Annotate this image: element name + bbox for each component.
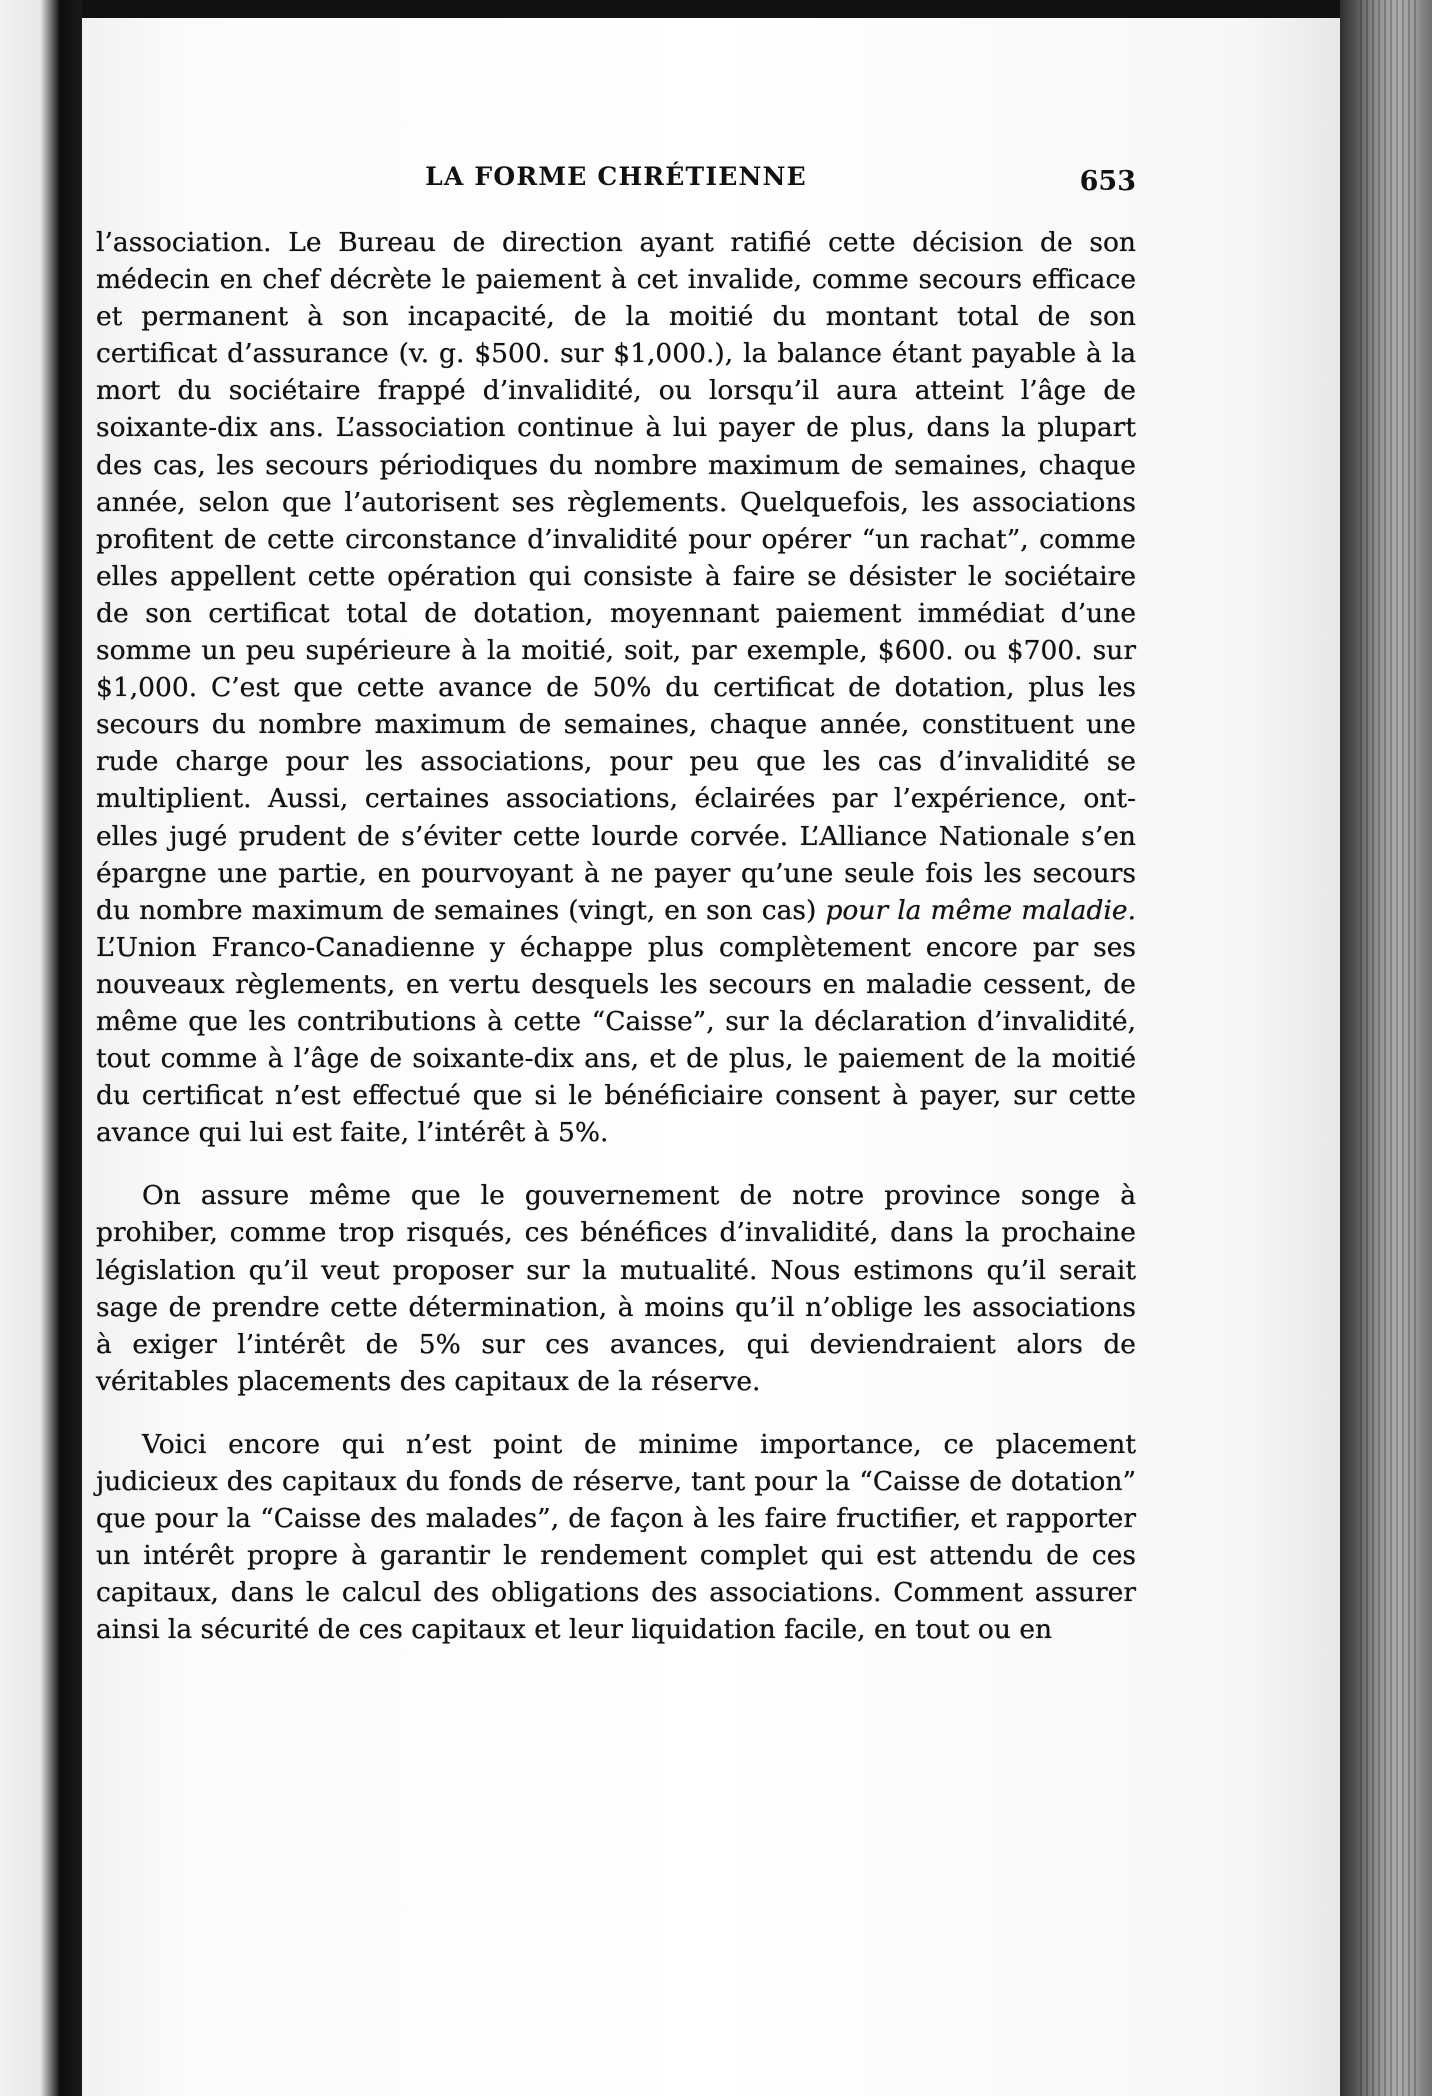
right-page-stack-edge (1340, 0, 1432, 2096)
paragraph-1-italic: pour la même maladie. (825, 894, 1137, 926)
paragraph-3: Voici encore qui n’est point de minime importance, ce placement judicieux des capitaux du fonds de réserve, tant pour la “Caisse de dotation” que pour la “Caisse des malades”, de façon à les faire fructifier, et rapporter un intérêt propre à garantir le rendement complet qui est attendu de ces capitaux, dans le calcul des obligations des associations. Comment assurer ainsi la sécurité de ces capitaux et leur liquidation facile, en tout ou en (96, 1428, 1136, 1646)
paragraph-1-text-a: l’association. Le Bureau de direction ayant ratifié cette décision de son médecin en chef décrète le paiement à cet invalide, comme secours efficace et permanent à son incapacité, de la moitié du montant total de son certificat d’assurance (v. g. $500. sur $1,000.), la balance étant payable à la mort du sociétaire frappé d’invalidité, ou lorsqu’il aura atteint l’âge de soixante-dix ans. L’association continue à lui payer de plus, dans la plupart des cas, les secours périodiques du nombre maximum de semaines, chaque année, selon que l’autorisent ses règlements. Quelquefois, les associations profitent de cette circonstance d’invalidité pour opérer “un rachat”, comme elles appellent cette opération qui consiste à faire se désister le sociétaire de son certificat total de dotation, moyennant paiement immédiat d’une somme un peu supérieure à la moitié, soit, par exemple, $600. ou $700. sur $1,000. C’est que cette avance de 50% du certificat de dotation, plus les secours du nombre maximum de semaines, chaque année, constituent une rude charge pour les associations, pour peu que les cas d’invalidité se multiplient. Aussi, certaines associations, éclairées par l’expérience, ont-elles jugé prudent de s’éviter cette lourde corvée. L’Alliance Nationale s’en épargne une partie, en pourvoyant à ne payer qu’une seule fois les secours du nombre maximum de semaines (vingt, en son cas) (96, 227, 1136, 926)
page-number: 653 (1079, 166, 1136, 197)
running-head (96, 162, 1136, 202)
top-shadow-edge (82, 0, 1342, 18)
paragraph-1 (96, 224, 1136, 1151)
body-text (96, 224, 1136, 1648)
running-title: LA FORME CHRÉTIENNE (425, 162, 807, 191)
paragraph-2: On assure même que le gouvernement de notre province songe à prohiber, comme trop risqués, ces bénéfices d’invalidité, dans la prochaine législation qu’il veut proposer sur la mutualité. Nous estimons qu’il serait sage de prendre cette détermination, à moins qu’il n’oblige les associations à exiger l’intérêt de 5% sur ces avances, qui deviendraient alors de véritables placements des capitaux de la réserve. (96, 1180, 1136, 1397)
left-binding-edge (0, 0, 82, 2096)
paragraph-1-text-b: L’Union Franco-Canadienne y échappe plus complètement encore par ses nouveaux règlements, en vertu desquels les secours en maladie cessent, de même que les contributions à cette “Caisse”, sur la déclaration d’invalidité, tout comme à l’âge de soixante-dix ans, et de plus, le paiement de la moitié du certificat n’est effectué que si le bénéficiaire consent à payer, sur cette avance qui lui est faite, l’intérêt à 5%. (96, 931, 1136, 1149)
